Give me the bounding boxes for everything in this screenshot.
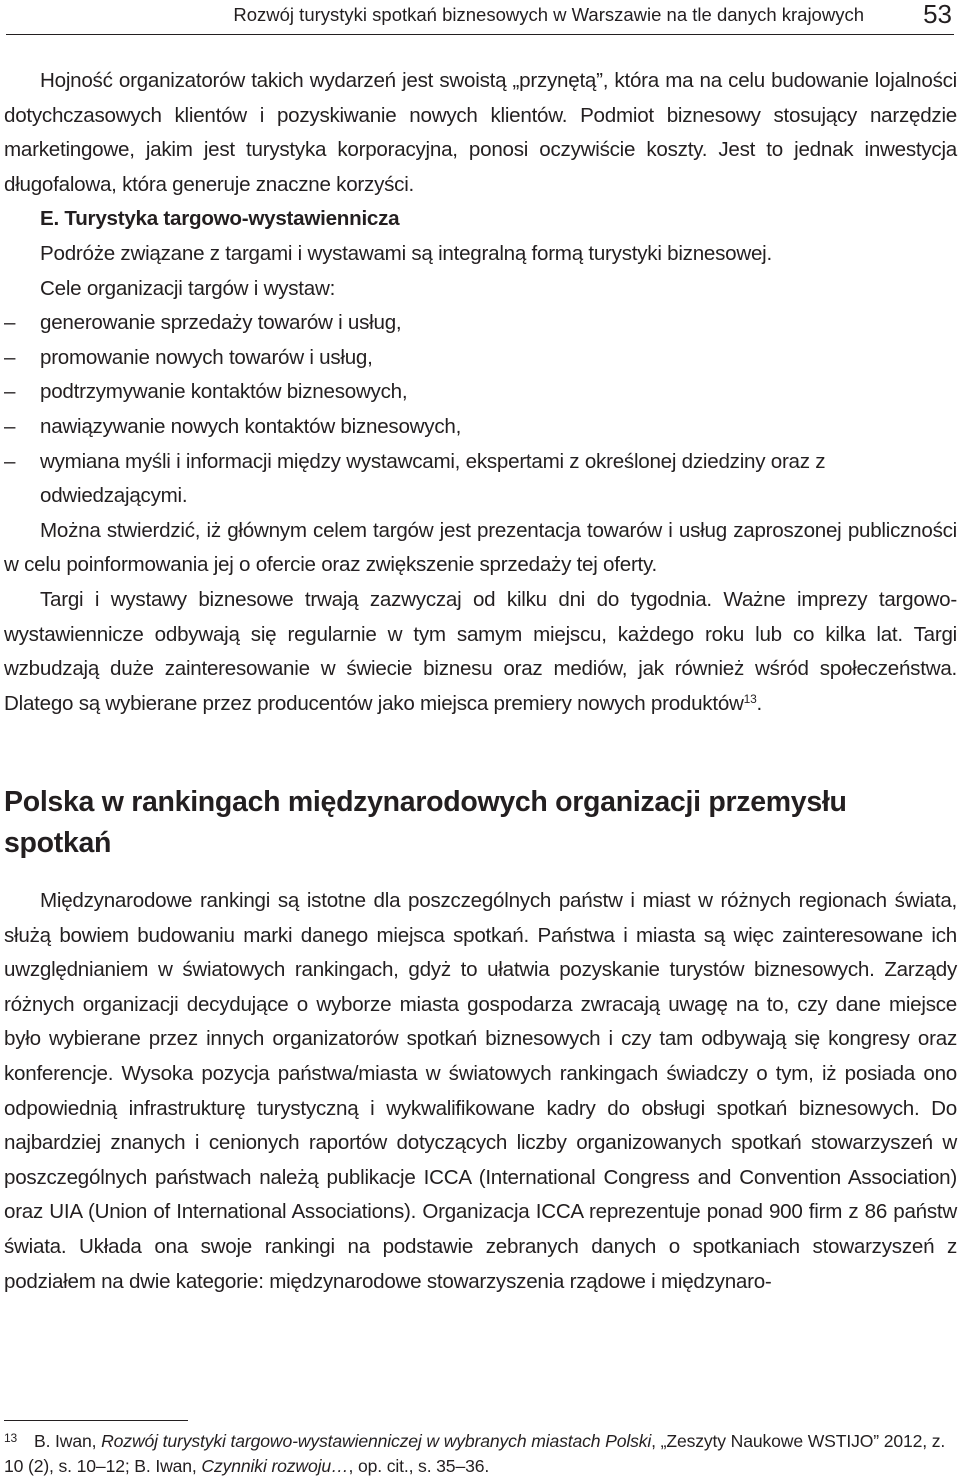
dash-bullet: – <box>4 449 16 473</box>
footnote-title-2: Czynniki rozwoju… <box>201 1456 349 1476</box>
footnote-number: 13 <box>4 1431 18 1445</box>
section-e-paragraph-4 <box>4 583 957 721</box>
footnote-rest-1: , „Zeszyty Naukowe WSTIJO” 2012, z. 10 (2), s. 10–12; B. Iwan, <box>4 1431 946 1476</box>
section-e-body <box>4 64 957 721</box>
section-e-paragraph-3: Można stwierdzić, iż głównym celem targów jest prezentacja towarów i usług zaproszonej publiczności w celu poinformowania jej o ofercie oraz zwiększenie sprzedaży tej oferty. <box>4 518 957 577</box>
section-e-heading: E. Turystyka targowo-wystawiennicza <box>40 207 400 231</box>
list-item-text: nawiązywanie nowych kontaktów biznesowych, <box>40 414 462 438</box>
section-polska-body <box>4 884 957 1299</box>
running-title: Rozwój turystyki spotkań biznesowych w Warszawie na tle danych krajowych <box>233 4 864 25</box>
footnote-rest-2: , op. cit., s. 35–36. <box>348 1456 490 1476</box>
list-item-text: wymiana myśli i informacji między wystawcami, ekspertami z określonej dziedziny oraz z odwiedzającymi. <box>40 449 826 508</box>
running-header <box>6 0 954 35</box>
page-number: 53 <box>923 0 952 29</box>
paragraph-4-end: . <box>756 691 762 715</box>
list-item-text: podtrzymywanie kontaktów biznesowych, <box>40 380 408 404</box>
list-item <box>4 341 957 376</box>
section-polska-paragraph: Międzynarodowe rankingi są istotne dla poszczególnych państw i miast w różnych regionach świata, służą bowiem budowaniu marki danego miejsca spotkań. Państwa i miasta są więc zainteresowane ich uwzględnianiem w światowych rankingach, gdyż to ułatwia pozyskanie turystów biznesowych. Zarządy różnych organizacji decydujące o wyborze miasta gospodarza zwracają uwagę na to, czy dane miejsce było wybierane przez innych organizatorów spotkań biznesowych i czy tam odbywają się kongresy oraz konferencje. Wysoka pozycja państwa/miasta w światowych rankingach świadczy o tym, iż posiada ono odpowiednią infrastrukturę turystyczną i wykwalifikowane kadry do obsługi spotkań biznesowych. Do najbardziej znanych i cenionych raportów dotyczących liczby organizowanych spotkań stowarzyszeń w poszczególnych państwach należą publikacje ICCA (International Congress and Convention Association) oraz UIA (Union of International Associations). Organizacja ICCA reprezentuje ponad 900 firm z 86 państw świata. Układa ona swoje rankingi na podstawie zebranych danych o spotkaniach stowarzyszeń z podziałem na dwie kategorie: międzynarodowe stowarzyszenia rządowe i międzynaro- <box>4 889 957 1293</box>
dash-bullet: – <box>4 311 16 335</box>
dash-bullet: – <box>4 414 16 438</box>
list-item <box>4 306 957 341</box>
footnote-ref-13[interactable]: 13 <box>743 691 757 706</box>
list-item <box>4 375 957 410</box>
footnote-divider <box>4 1420 188 1421</box>
dash-bullet: – <box>4 345 16 369</box>
footnote-author-1: B. Iwan, <box>34 1431 102 1451</box>
dash-bullet: – <box>4 380 16 404</box>
section-e-paragraph-1: Podróże związane z targami i wystawami są integralną formą turystyki biznesowej. <box>40 241 772 265</box>
goals-list <box>4 306 957 514</box>
list-item <box>4 445 957 514</box>
list-item <box>4 410 957 445</box>
section-e-paragraph-2: Cele organizacji targów i wystaw: <box>40 276 336 300</box>
list-item-text: generowanie sprzedaży towarów i usług, <box>40 311 402 335</box>
intro-paragraph: Hojność organizatorów takich wydarzeń jest swoistą „przynętą”, która ma na celu budowanie lojalności dotychczasowych klientów i pozyskiwanie nowych klientów. Podmiot biznesowy stosujący narzędzie marketingowe, jakim jest turystyka korporacyjna, ponosi oczywiście koszty. Jest to jednak inwestycja długofalowa, która generuje znaczne korzyści. <box>4 69 957 196</box>
footnote-13 <box>4 1426 957 1479</box>
paragraph-4-text: Targi i wystawy biznesowe trwają zazwyczaj od kilku dni do tygodnia. Ważne imprezy targowo-wystawiennicze odbywają się regularnie w tym samym miejscu, każdego roku lub co kilka lat. Targi wzbudzają duże zainteresowanie w świecie biznesu oraz mediów, jak również wśród społeczeństwa. Dlatego są wybierane przez producentów jako miejsca premiery nowych produktów <box>4 587 957 715</box>
section-heading-polska: Polska w rankingach międzynarodowych organizacji przemysłu spotkań <box>4 786 847 859</box>
list-item-text: promowanie nowych towarów i usług, <box>40 345 373 369</box>
footnote-title-1: Rozwój turystyki targowo-wystawienniczej w wybranych miastach Polski <box>101 1431 652 1451</box>
